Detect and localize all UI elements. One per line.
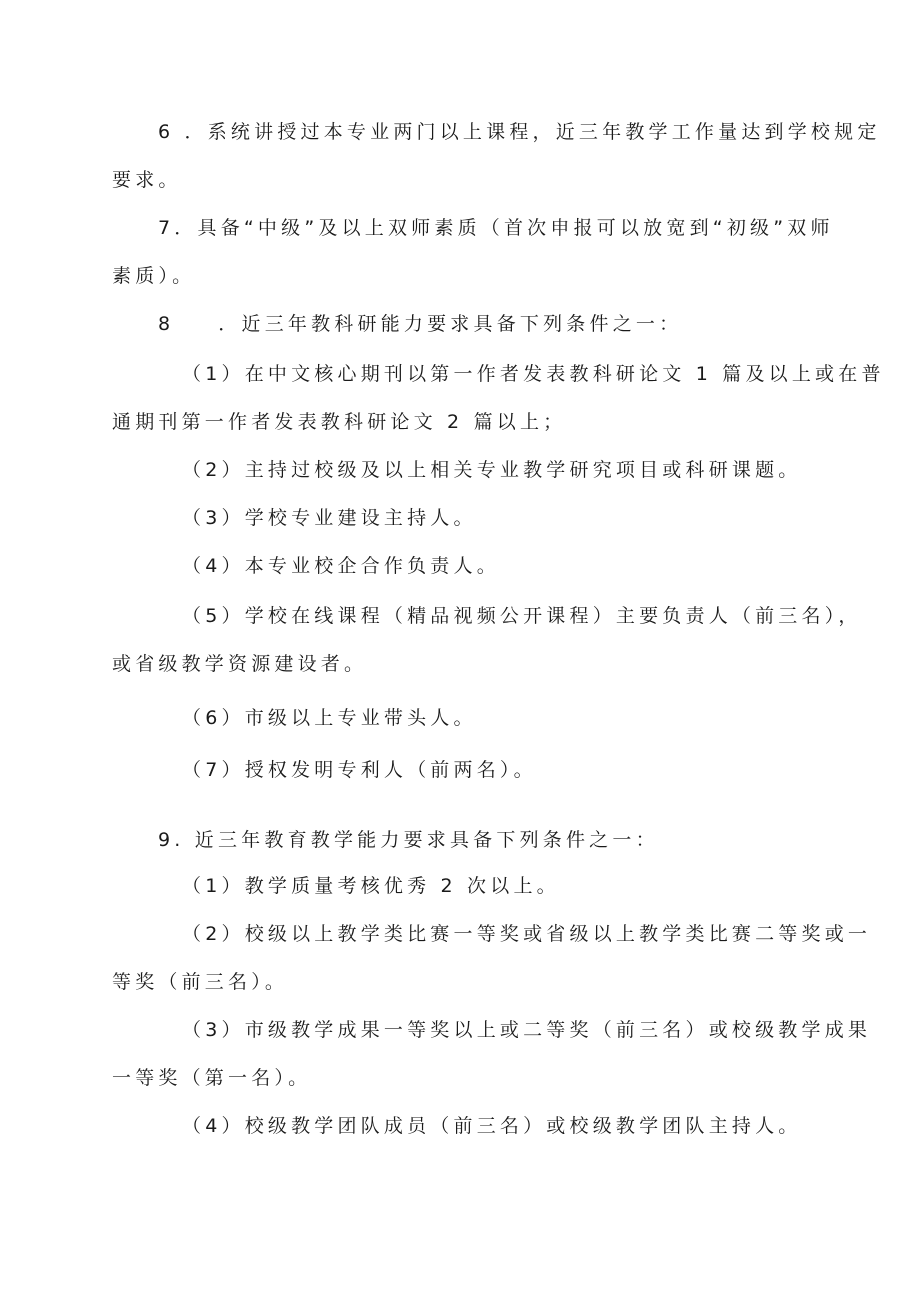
item-9-heading: 9. 近三年教育教学能力要求具备下列条件之一：: [158, 829, 659, 851]
item-8-sub-5-line-2: 或省级教学资源建设者。: [112, 653, 368, 675]
item-8-heading: ．近三年教科研能力要求具备下列条件之一：: [218, 313, 683, 335]
item-8-sub-4: （4）本专业校企合作负责人。: [182, 555, 500, 577]
item-6-line-1: 6 ．系统讲授过本专业两门以上课程，近三年教学工作量达到学校规定: [158, 121, 881, 143]
item-9-sub-3-line-2: 一等奖（第一名）。: [112, 1067, 312, 1089]
item-9-sub-4: （4）校级教学团队成员（前三名）或校级教学团队主持人。: [182, 1115, 802, 1137]
item-9-sub-3-line-1: （3）市级教学成果一等奖以上或二等奖（前三名）或校级教学成果: [182, 1019, 872, 1041]
item-8-sub-2: （2）主持过校级及以上相关专业教学研究项目或科研课题。: [182, 459, 802, 481]
item-6-line-2: 要求。: [112, 169, 182, 191]
item-8-sub-1-line-2: 通期刊第一作者发表教科研论文 2 篇以上；: [112, 411, 567, 433]
item-8-heading-row: [158, 308, 920, 340]
item-8-sub-7: （7）授权发明专利人（前两名）。: [182, 759, 537, 781]
item-8-sub-1-line-1: （1）在中文核心期刊以第一作者发表教科研论文 1 篇及以上或在普: [182, 363, 885, 385]
item-9-sub-2-line-2: 等奖（前三名）。: [112, 971, 289, 993]
item-8-number: 8: [158, 313, 175, 335]
item-9-sub-2-line-1: （2）校级以上教学类比赛一等奖或省级以上教学类比赛二等奖或一: [182, 923, 872, 945]
item-8-sub-5-line-1: （5）学校在线课程（精品视频公开课程）主要负责人（前三名），: [182, 605, 862, 627]
item-7-line-2: 素质）。: [112, 265, 196, 287]
item-9-sub-1: （1）教学质量考核优秀 2 次以上。: [182, 875, 560, 897]
item-8-sub-3: （3）学校专业建设主持人。: [182, 507, 477, 529]
item-7-line-1: 7．具备“中级”及以上双师素质（首次申报可以放宽到“初级”双师: [158, 217, 834, 239]
item-8-sub-6: （6）市级以上专业带头人。: [182, 707, 477, 729]
